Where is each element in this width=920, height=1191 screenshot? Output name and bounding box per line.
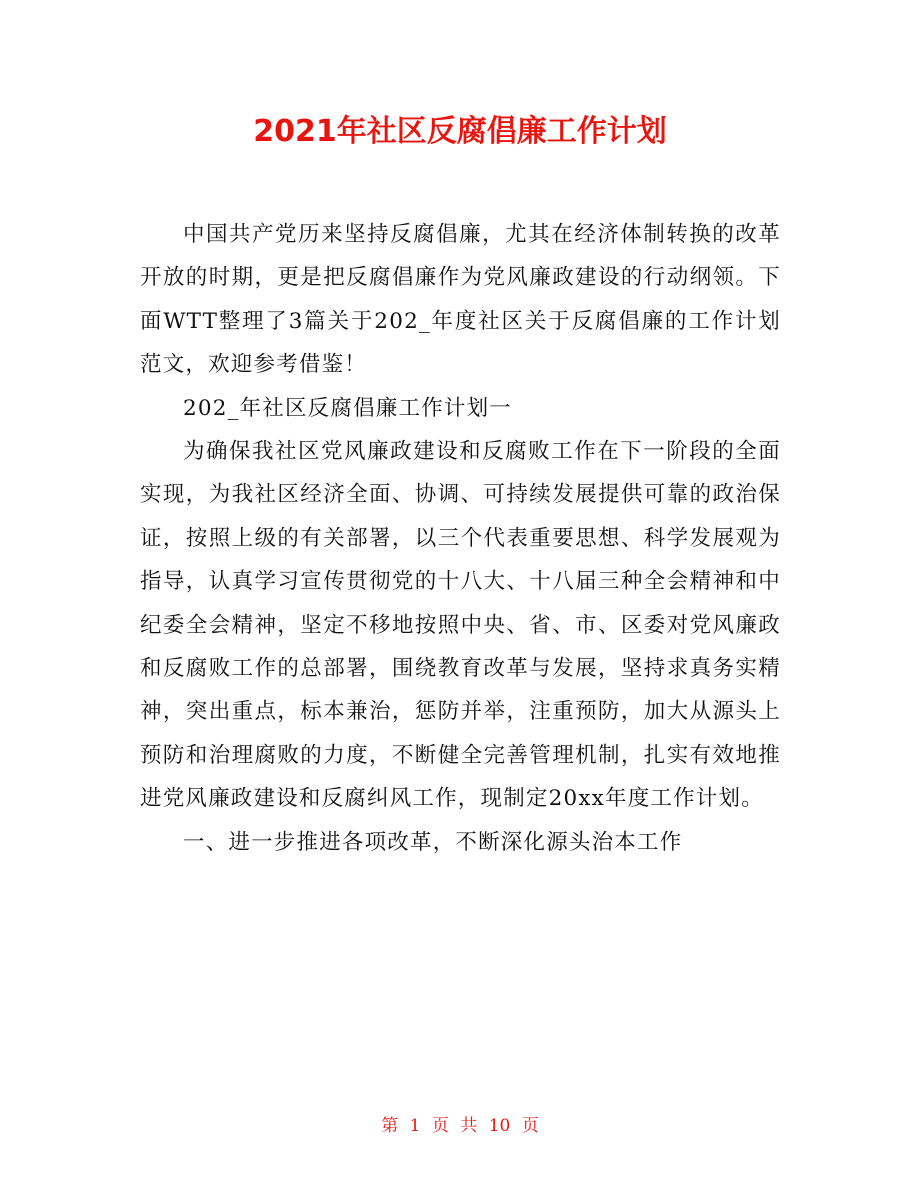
document-title: 2021年社区反腐倡廉工作计划 <box>253 114 667 149</box>
section-heading-plan-one: 202_年社区反腐倡廉工作计划一 <box>183 395 512 421</box>
paragraph-plan-one: 为确保我社区党风廉政建设和反腐败工作在下一阶段的全面实现，为我社区经济全面、协调、可持续发展提供可靠的政治保证，按照上级的有关部署，以三个代表重要思想、科学发展观为指导，认真学习宣传贯彻党的十八大、十八届三种全会精神和中纪委全会精神，坚定不移地按照中央、省、市、区委对党风廉政和反腐败工作的总部署，围绕教育改革与发展，坚持求真务实精神，突出重点，标本兼治，惩防并举，注重预防，加大从源头上预防和治理腐败的力度，不断健全完善管理机制，扎实有效地推进党风廉政建设和反腐纠风工作，现制定20xx年度工作计划。 <box>140 439 781 812</box>
section-heading-one: 一、进一步推进各项改革，不断深化源头治本工作 <box>183 829 683 855</box>
document-body <box>140 213 781 864</box>
paragraph-intro: 中国共产党历来坚持反腐倡廉，尤其在经济体制转换的改革开放的时期，更是把反腐倡廉作为党风廉政建设的行动纲领。下面WTT整理了3篇关于202_年度社区关于反腐倡廉的工作计划范文，欢迎参考借鉴！ <box>140 222 781 378</box>
page-number-footer: 第 1 页 共 10 页 <box>381 1116 539 1136</box>
